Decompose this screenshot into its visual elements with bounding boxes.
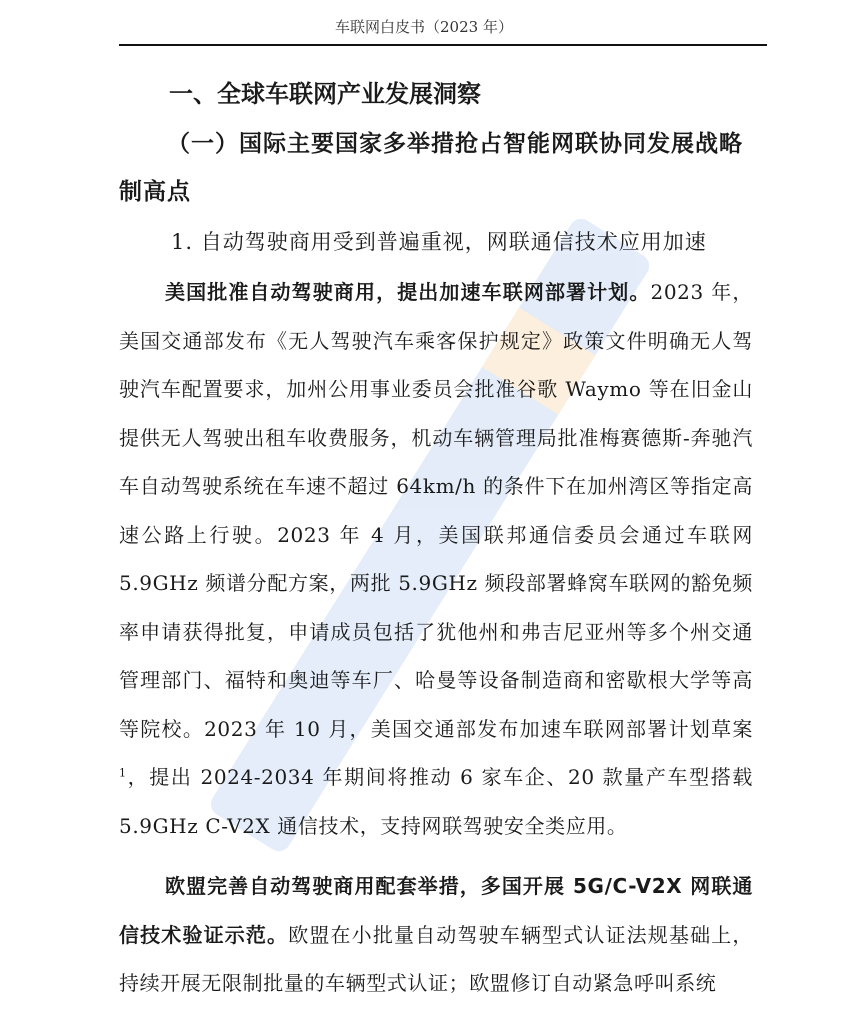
document-body bbox=[119, 68, 753, 1008]
page-header: 车联网白皮书（2023 年） bbox=[335, 18, 513, 36]
paragraph-eu bbox=[119, 862, 753, 1008]
footnote-marker[interactable]: 1 bbox=[119, 766, 127, 780]
paragraph-gap bbox=[119, 850, 753, 862]
header-rule bbox=[119, 44, 767, 46]
paragraph-us bbox=[119, 268, 753, 850]
paragraph-us-lead: 美国批准自动驾驶商用，提出加速车联网部署计划。 bbox=[165, 280, 651, 304]
section-heading: 一、全球车联网产业发展洞察 bbox=[169, 80, 481, 108]
paragraph-eu-body: 欧盟在小批量自动驾驶车辆型式认证法规基础上，持续开展无限制批量的车辆型式认证；欧盟修订自动紧急呼叫系统 bbox=[119, 922, 753, 995]
subsection-heading: （一）国际主要国家多举措抢占智能网联协同发展战略制高点 bbox=[119, 131, 743, 205]
paragraph-us-tail: ，提出 2024-2034 年期间将推动 6 家车企、20 款量产车型搭载 5.9GHz C-V2X 通信技术，支持网联驾驶安全类应用。 bbox=[119, 765, 753, 838]
paragraph-us-body: 2023 年，美国交通部发布《无人驾驶汽车乘客保护规定》政策文件明确无人驾驶汽车配置要求，加州公用事业委员会批准谷歌 Waymo 等在旧金山提供无人驾驶出租车收费服务，机动车辆管理局批准梅赛德斯-奔驰汽车自动驾驶系统在车速不超过 64km/h 的条件下在加州湾区等指定高速公路上行驶。2023 年 4 月，美国联邦通信委员会通过车联网 5.9GHz 频谱分配方案，两批 5.9GHz 频段部署蜂窝车联网的豁免频率申请获得批复，申请成员包括了犹他州和弗吉尼亚州等多个州交通管理部门、福特和奥迪等车厂、哈曼等设备制造商和密歇根大学等高等院校。2023 年 10 月，美国交通部发布加速车联网部署计划草案 bbox=[119, 280, 753, 741]
paragraph-eu-lead: 欧盟完善自动驾驶商用配套举措，多国开展 5G/C-V2X 网联通信技术验证示范。 bbox=[119, 874, 753, 947]
sub-subsection-heading: 1. 自动驾驶商用受到普遍重视，网联通信技术应用加速 bbox=[171, 230, 707, 254]
